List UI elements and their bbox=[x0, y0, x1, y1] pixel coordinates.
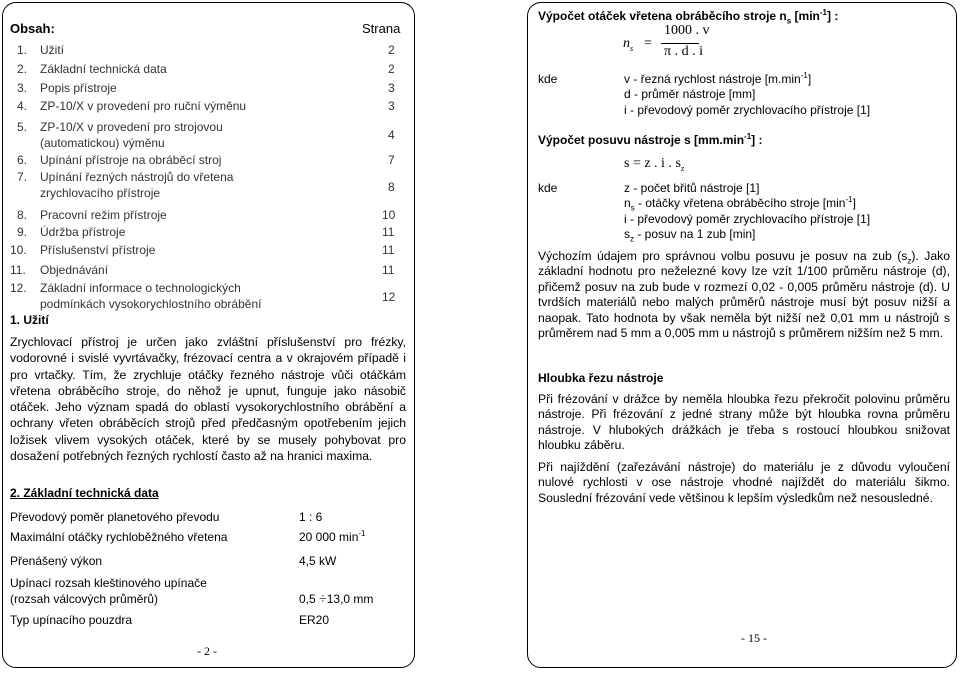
toc-item-label[interactable]: Údržba přístroje bbox=[40, 225, 126, 239]
heading-spindle-speed: Výpočet otáček vřetena obráběcího stroje $n_s$ $[\min^{-1}]$ : bbox=[538, 8, 839, 26]
paragraph-ramping: Při najíždění (zařezávání nástroje) do materiálu je z důvodu vyloučení nulové rychlosti v ose nástroje vhodné najíždět do materiálu šikmo. Souslední frézování vede většinou k lepším výsledkům než nesousledné. bbox=[538, 460, 950, 505]
toc-item-label[interactable]: Objednávání bbox=[40, 263, 109, 277]
tech-value: 0,5 ÷13,0 mm bbox=[299, 592, 374, 607]
paragraph-cut-depth: Při frézování v drážce by neměla hloubka řezu překročit polovinu průměru nástroje. Při frézování z jedné strany může být hloubka rovna průměru nástroje. V hlubokých drážkách je třeba s rostoucí hloubkou snižovat hloubku záběru. bbox=[538, 392, 950, 453]
heading-cut-depth: Hloubka řezu nástroje bbox=[538, 371, 664, 385]
toc-page: 8 bbox=[388, 180, 395, 194]
toc-num: 8. bbox=[17, 208, 28, 222]
page-number-right: - 15 - bbox=[741, 631, 767, 645]
formula-eq: = bbox=[644, 36, 652, 51]
tech-value: ER20 bbox=[299, 613, 330, 627]
toc-num: 4. bbox=[17, 99, 28, 113]
definition: i - převodový poměr zrychlovacího přístroje [1] bbox=[624, 103, 871, 117]
toc-page: 10 bbox=[382, 208, 396, 222]
toc-num: 1. bbox=[17, 43, 28, 57]
tech-value: 4,5 kW bbox=[299, 554, 337, 568]
toc-item-label[interactable]: Pracovní režim přístroje bbox=[40, 208, 167, 222]
toc-item-label[interactable]: Upínání přístroje na obráběcí stroj bbox=[40, 153, 222, 167]
toc-page: 12 bbox=[382, 290, 396, 304]
toc-item-label[interactable]: Upínání řezných nástrojů do vřetena bbox=[40, 170, 234, 184]
toc-page: 7 bbox=[388, 153, 395, 167]
definition: $s_z$ - posuv na 1 zub [min] bbox=[624, 227, 756, 244]
kde-label: kde bbox=[538, 72, 558, 86]
heading-feed: Výpočet posuvu nástroje s $[mm.\min^{-1}]$ : bbox=[538, 132, 763, 147]
kde-label: kde bbox=[538, 181, 558, 195]
page-number-left: - 2 - bbox=[197, 644, 217, 658]
toc-item-label-cont[interactable]: podmínkách vysokorychlostního obrábění bbox=[40, 297, 262, 311]
toc-item-label[interactable]: ZP-10/X v provedení pro ruční výměnu bbox=[40, 99, 247, 113]
toc-page: 2 bbox=[388, 43, 395, 57]
formula-lhs: $n_s$ bbox=[623, 36, 634, 53]
definition: $n_s$ - otáčky vřetena obráběcího stroje $[\min^{-1}]$ bbox=[624, 195, 856, 213]
toc-title: Obsah: bbox=[10, 21, 55, 36]
formula-numerator: 1000 . v bbox=[664, 23, 710, 38]
toc-num: 5. bbox=[17, 120, 28, 134]
toc-item-label[interactable]: Užití bbox=[40, 43, 64, 57]
definition: d - průměr nástroje [mm] bbox=[624, 87, 756, 101]
toc-page: 3 bbox=[388, 81, 395, 95]
paragraph-feed-per-tooth: Výchozím údajem pro správnou volbu posuvu je posuv na zub $(s_z)$. Jako základní hodnotu pro neželezné kovy lze vzít 1/100 průměru nástroje (d), přičemž posuv na zub bude v rozmezí 0,02 - 0,005 průměru nástroje (d). U tvrdších materiálů nebo malých průměrů nástroje musí být posuv nižší a naopak. Tato hodnota by však neměla být nižší než 0,01 mm u nástrojů s průměrem nad 5 mm a 0,005 mm u nástrojů s průměrem nižším než 5 mm. bbox=[538, 249, 950, 341]
toc-page-header: Strana bbox=[362, 21, 401, 36]
toc-page: 3 bbox=[388, 99, 395, 113]
formula-denominator: π . d . i bbox=[664, 44, 703, 59]
tech-value: 20 000 $\min^{-1}$ bbox=[299, 529, 366, 544]
tech-label: Přenášený výkon bbox=[10, 554, 103, 568]
toc-item-label[interactable]: Příslušenství přístroje bbox=[40, 243, 156, 257]
toc-num: 3. bbox=[17, 81, 28, 95]
toc-item-label[interactable]: Základní informace o technologických bbox=[40, 281, 241, 295]
toc-item-label-cont[interactable]: (automatickou) výměnu bbox=[40, 136, 165, 150]
tech-label-cont: (rozsah válcových průměrů) bbox=[10, 592, 159, 606]
tech-label: Převodový poměr planetového převodu bbox=[10, 510, 220, 524]
toc-item-label[interactable]: Základní technická data bbox=[40, 62, 167, 76]
toc-num: 9. bbox=[17, 225, 28, 239]
section-1-text: Zrychlovací přístroj je určen jako zvláštní příslušenství pro frézky, vodorovné i svislé vyvrtávačky, frézovací centra a v okrajovém případě i pro vrtačky. Tím, že zrychluje otáčky řezného nástroje vůči otáčkám vřetena obráběcího stroje, do něhož je upnut, funguje jako násobič otáček. Jeho význam spadá do oblastí vysokorychlostního obrábění a ochrany vřeten obráběcích strojů před předčasným opotřebením jejich ložisek vlivem vysokých otáček, které by se musely pohybovat pro dosažení potřebných řezných rychlostí často až na hranici maxima. bbox=[10, 335, 406, 464]
tech-value: 1 : 6 bbox=[299, 510, 323, 524]
toc-page: 11 bbox=[382, 263, 395, 277]
toc-num: 11. bbox=[10, 263, 26, 277]
toc-item-label[interactable]: ZP-10/X v provedení pro strojovou bbox=[40, 120, 223, 134]
toc-num: 10. bbox=[10, 243, 27, 257]
toc-item-label[interactable]: Popis přístroje bbox=[40, 81, 117, 95]
section-2-heading: 2. Základní technická data bbox=[10, 486, 159, 500]
definition: v - řezná rychlost nástroje $[m.\min^{-1}]$ bbox=[624, 71, 812, 86]
toc-page: 11 bbox=[382, 225, 395, 239]
section-1-heading: 1. Užití bbox=[10, 313, 49, 327]
toc-num: 12. bbox=[10, 281, 27, 295]
tech-label: Upínací rozsah kleštinového upínače bbox=[10, 576, 207, 590]
toc-page: 4 bbox=[388, 128, 395, 142]
tech-label: Maximální otáčky rychloběžného vřetena bbox=[10, 530, 228, 544]
tech-label: Typ upínacího pouzdra bbox=[10, 613, 133, 627]
toc-num: 7. bbox=[17, 170, 28, 184]
toc-page: 2 bbox=[388, 62, 395, 76]
toc-num: 2. bbox=[17, 62, 28, 76]
definition: i - převodový poměr zrychlovacího přístroje [1] bbox=[624, 212, 871, 226]
toc-item-label-cont[interactable]: zrychlovacího přístroje bbox=[40, 186, 161, 200]
formula-feed: s = z . i . $s_z$ bbox=[624, 156, 685, 173]
definition: z - počet břitů nástroje [1] bbox=[624, 181, 760, 195]
toc-page: 11 bbox=[382, 243, 395, 257]
toc-num: 6. bbox=[17, 153, 28, 167]
